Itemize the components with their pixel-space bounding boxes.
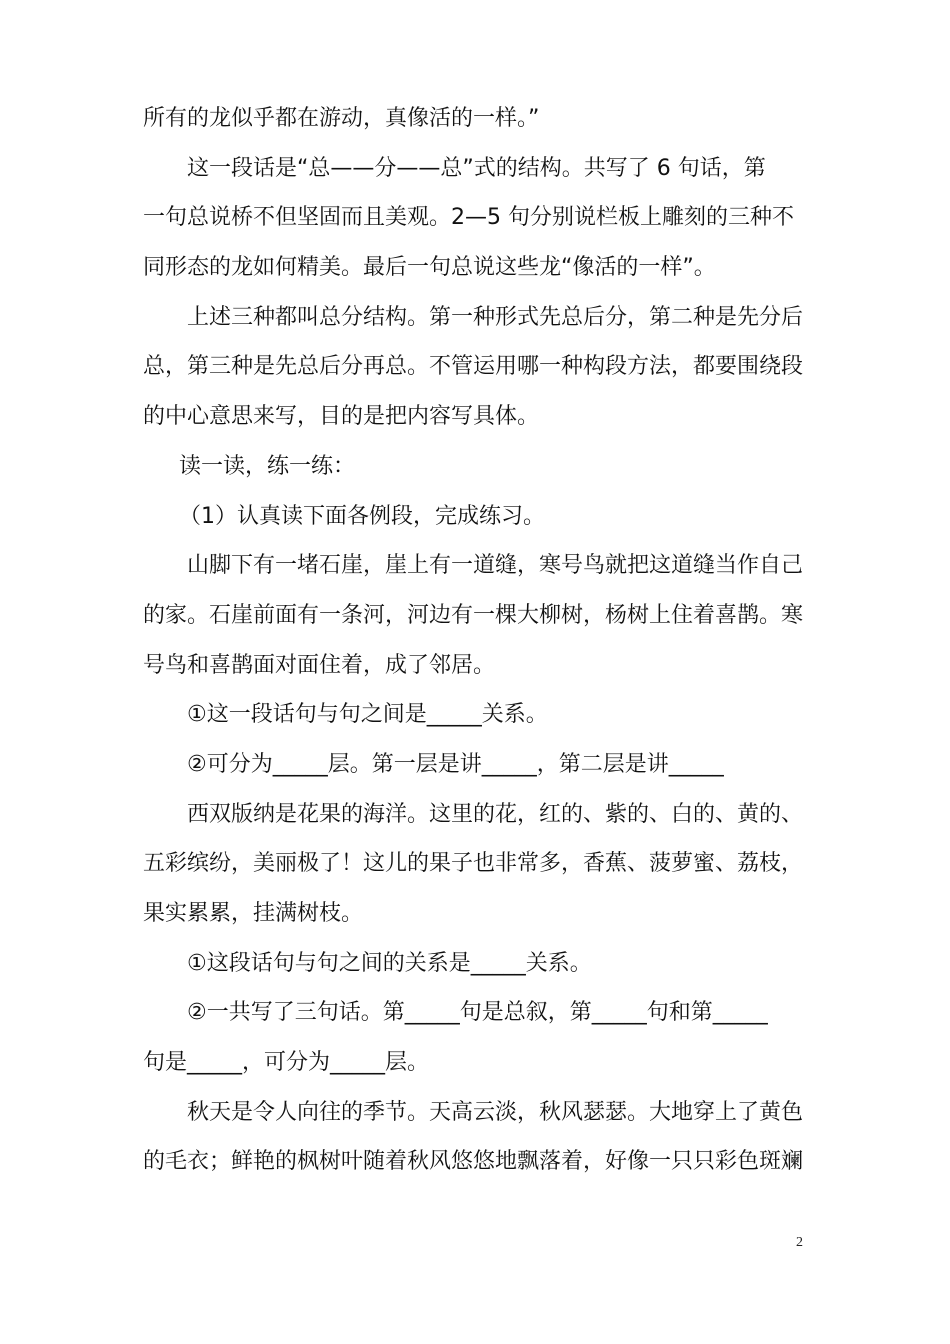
text-line: 的家。石崖前面有一条河，河边有一棵大柳树，杨树上住着喜鹊。寒 — [143, 602, 804, 628]
text-line: 一句总说桥不但坚固而且美观。2—5 句分别说栏板上雕刻的三种不 — [143, 205, 794, 231]
text-line: 五彩缤纷，美丽极了！这儿的果子也非常多，香蕉、菠萝蜜、荔枝， — [143, 851, 804, 877]
exercise-instruction: （1）认真读下面各例段，完成练习。 — [179, 503, 545, 529]
exercise-question: ②可分为_____层。第一层是讲_____，第二层是讲_____ — [187, 751, 724, 777]
exercise-heading: 读一读，练一练： — [179, 453, 356, 479]
exercise-question: ②一共写了三句话。第_____句是总叙，第_____句和第_____ — [187, 1000, 768, 1026]
paragraph-start: 上述三种都叫总分结构。第一种形式先总后分，第二种是先分后 — [187, 304, 804, 330]
text-line: 句是_____，可分为_____层。 — [143, 1050, 430, 1076]
text-line: 果实累累，挂满树枝。 — [143, 901, 364, 926]
exercise-question: ①这一段话句与句之间是_____关系。 — [187, 702, 548, 728]
exercise-question: ①这段话句与句之间的关系是_____关系。 — [187, 950, 592, 976]
text-line: 总，第三种是先总后分再总。不管运用哪一种构段方法，都要围绕段 — [143, 354, 804, 380]
paragraph-start: 秋天是令人向往的季节。天高云淡，秋风瑟瑟。大地穿上了黄色 — [187, 1099, 804, 1125]
text-line: 号鸟和喜鹊面对面住着，成了邻居。 — [143, 652, 496, 678]
paragraph-start: 西双版纳是花果的海洋。这里的花，红的、紫的、白的、黄的、 — [187, 801, 804, 827]
paragraph-start: 山脚下有一堵石崖，崖上有一道缝，寒号鸟就把这道缝当作自己 — [187, 553, 804, 579]
paragraph-start: 这一段话是“总——分——总”式的结构。共写了 6 句话，第 — [187, 155, 766, 181]
page-number: 2 — [796, 1235, 803, 1250]
text-line: 所有的龙似乎都在游动，真像活的一样。” — [143, 106, 540, 131]
body-text — [143, 94, 823, 1187]
text-line: 同形态的龙如何精美。最后一句总说这些龙“像活的一样”。 — [143, 255, 716, 281]
text-line: 的毛衣；鲜艳的枫树叶随着秋风悠悠地飘落着，好像一只只彩色斑斓 — [143, 1149, 804, 1175]
text-line: 的中心意思来写，目的是把内容写具体。 — [143, 404, 540, 430]
